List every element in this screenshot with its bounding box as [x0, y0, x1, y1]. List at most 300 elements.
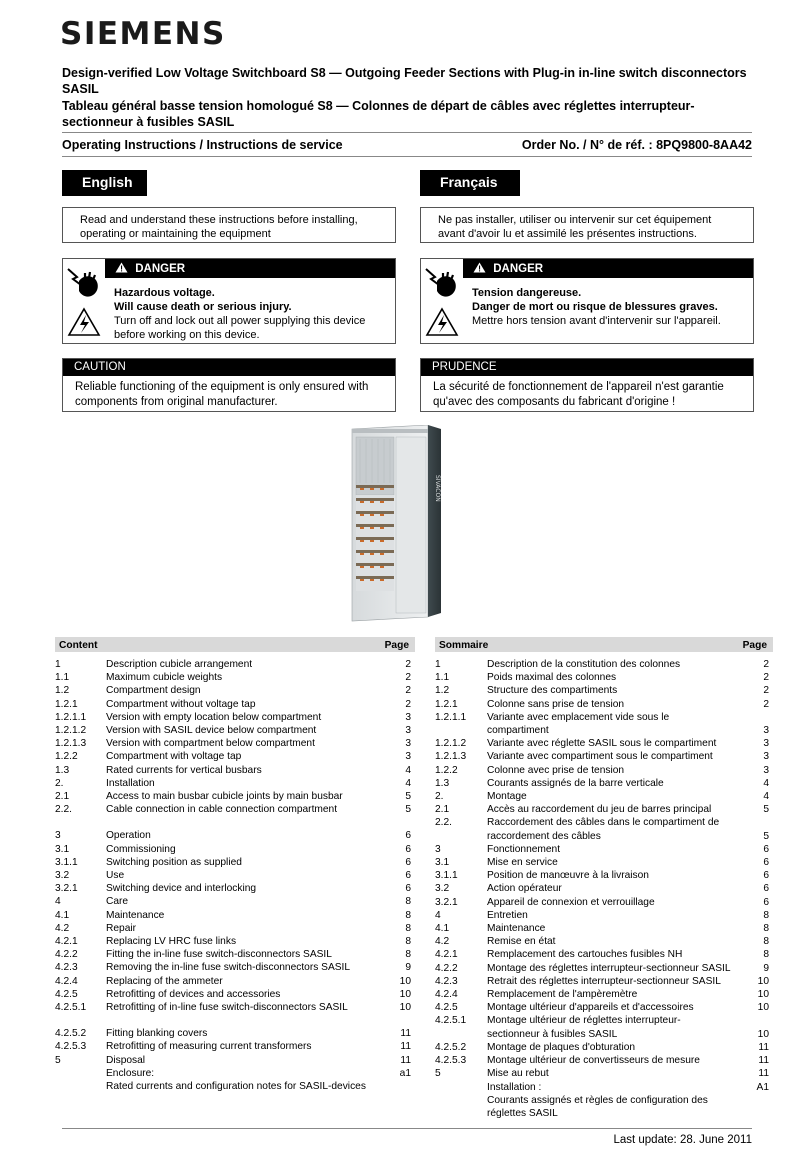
toc-entry-page: 11: [400, 1028, 411, 1040]
toc-entry-page: 3: [763, 764, 769, 776]
toc-entry-page: 6: [763, 896, 769, 908]
toc-entry[interactable]: [55, 1067, 415, 1080]
toc-entry[interactable]: [435, 698, 773, 711]
toc-entry-number: 3: [55, 830, 61, 842]
toc-entry-page: A1: [756, 1081, 769, 1093]
toc-entry-page: 3: [763, 751, 769, 763]
last-update: Last update: 28. June 2011: [613, 1134, 752, 1146]
toc-entry-page: 8: [405, 949, 411, 961]
toc-entry-title: Structure des compartiments: [487, 685, 618, 697]
title-english: Design-verified Low Voltage Switchboard S8 — Outgoing Feeder Sections with Plug-in in-line switch disconnectors SASIL: [62, 66, 747, 96]
toc-entry-number: 2.2.: [435, 817, 452, 829]
toc-entry-title: Version with compartment below compartment: [106, 738, 315, 750]
toc-entry[interactable]: [435, 684, 773, 697]
toc-entry-page: 10: [399, 1002, 411, 1014]
toc-entry-number: 4.2.5.3: [435, 1055, 467, 1067]
toc-entry-title: Care: [106, 896, 129, 908]
toc-entry-page: 5: [763, 830, 769, 842]
toc-entry-page: 4: [763, 791, 769, 803]
toc-entry[interactable]: [435, 1014, 773, 1040]
toc-entry-number: 4.2.4: [55, 975, 78, 987]
toc-entry[interactable]: [435, 711, 773, 737]
toc-entry-page: 4: [763, 777, 769, 789]
toc-entry-number: 1: [55, 659, 61, 670]
toc-entry-number: 3.2: [55, 870, 70, 882]
toc-entry-number: 1.2: [55, 685, 70, 697]
toc-entry-title: Appareil de connexion et verrouillage: [487, 896, 655, 908]
toc-gap: [55, 1014, 415, 1027]
toc-entry-number: 4.2.5.1: [435, 1015, 467, 1027]
toc-entry[interactable]: [55, 856, 415, 869]
order-number: Order No. / N° de réf. : 8PQ9800-8AA42: [521, 138, 752, 152]
toc-entry-title: Retrofitting of in-line fuse switch-disconnectors SASIL: [106, 1002, 348, 1014]
toc-entry[interactable]: [435, 909, 773, 922]
toc-entry-title: Switching device and interlocking: [106, 883, 257, 895]
toc-entry-title: Colonne sans prise de tension: [487, 698, 625, 710]
siemens-logo: SIEMENS: [60, 16, 226, 52]
danger-label: DANGER: [135, 263, 186, 275]
toc-entry-page: 6: [405, 830, 411, 842]
danger-header: [463, 259, 753, 278]
toc-header: [435, 637, 773, 652]
toc-entry-page: 3: [405, 751, 411, 763]
toc-entry-title: Replacing LV HRC fuse links: [106, 936, 237, 948]
toc-entry-title: Remplacement de l'ampèremètre: [487, 989, 638, 1001]
toc-entry-title: Version with SASIL device below compartment: [106, 725, 317, 737]
toc-entry-number: 1.3: [435, 777, 450, 789]
caution-label: PRUDENCE: [421, 359, 753, 376]
toc-entry-number: 4.2.2: [55, 949, 78, 961]
warning-triangle-icon: [473, 262, 486, 273]
toc-entry[interactable]: [435, 750, 773, 763]
toc-entry-number: 1.2.1.1: [55, 711, 87, 723]
toc-entry-number: 2.1: [435, 804, 450, 816]
read-instructions-fr: [420, 207, 754, 243]
toc-entry-number: 1.2.2: [435, 764, 458, 776]
toc-entry-title: Position de manœuvre à la livraison: [487, 870, 649, 882]
toc-entry[interactable]: [55, 698, 415, 711]
toc-entry-page: 10: [757, 1028, 769, 1040]
danger-line-2: Will cause death or serious injury.: [114, 301, 292, 313]
toc-entry-page: 6: [763, 883, 769, 895]
toc-entry[interactable]: [55, 777, 415, 790]
toc-entry-number: 1.2.2: [55, 751, 78, 763]
toc-entry[interactable]: [435, 658, 773, 671]
toc-entry-title: Poids maximal des colonnes: [487, 672, 617, 684]
toc-entry-page: 4: [405, 777, 411, 789]
danger-line-1: Hazardous voltage.: [114, 287, 215, 299]
toc-entry-title: Use: [106, 870, 125, 882]
toc-entry-page: 2: [405, 659, 411, 670]
high-voltage-warning-icon: [67, 307, 101, 337]
toc-entry-title: Compartment design: [106, 685, 201, 697]
toc-entry-number: 1.2.1.3: [435, 751, 467, 763]
toc-entry-number: 4.2.1: [55, 936, 78, 948]
toc-entry-title: Cable connection in cable connection compartment: [106, 804, 338, 816]
toc-entry-number: 4: [55, 896, 61, 908]
toc-entry[interactable]: [55, 829, 415, 842]
toc-entry-page: 6: [763, 843, 769, 855]
toc-entry-page: 2: [763, 672, 769, 684]
toc-entry[interactable]: [435, 988, 773, 1001]
toc-entry-title: Colonne avec prise de tension: [487, 764, 625, 776]
toc-entry-page: 6: [405, 870, 411, 882]
toc-entry[interactable]: [435, 896, 773, 909]
danger-line-3: Mettre hors tension avant d'intervenir sur l'appareil.: [472, 315, 721, 327]
toc-entry-title: Accès au raccordement du jeu de barres principal: [487, 804, 712, 816]
toc-entry-page: 6: [405, 856, 411, 868]
toc-entry-number: 3.1.1: [55, 856, 78, 868]
toc-entry-title: Remplacement des cartouches fusibles NH: [487, 949, 683, 961]
toc-entry-number: 3: [435, 843, 441, 855]
toc-entry-number: 4.2.5: [55, 988, 78, 1000]
toc-entry[interactable]: [435, 764, 773, 777]
toc-entry-page: 3: [405, 738, 411, 750]
caution-label: CAUTION: [63, 359, 395, 376]
toc-entry-number: 2.: [435, 791, 444, 803]
toc-rows: [55, 658, 415, 1093]
caution-box-en: [62, 358, 396, 412]
toc-entry[interactable]: [55, 843, 415, 856]
toc-entry-page: 2: [763, 685, 769, 697]
toc-entry-title: Retrofitting of measuring current transformers: [106, 1041, 312, 1053]
toc-entry[interactable]: [435, 856, 773, 869]
title-french: Tableau général basse tension homologué S8 — Colonnes de départ de câbles avec réglettes interrupteur-sectionneur à fusibles SASIL: [62, 99, 695, 129]
toc-entry-number: 4.2.5.1: [55, 1002, 87, 1014]
toc-entry-page: 2: [405, 685, 411, 697]
toc-entry-title: Montage de plaques d'obturation: [487, 1041, 636, 1053]
toc-entry[interactable]: [435, 1001, 773, 1014]
subtitle: Operating Instructions / Instructions de service: [62, 138, 343, 152]
danger-line-3: Turn off and lock out all power supplying this device before working on this device.: [114, 315, 366, 341]
switchboard-cabinet-image: [348, 425, 443, 622]
toc-entry[interactable]: [55, 909, 415, 922]
toc-entry-title: Retrofitting of devices and accessories: [106, 988, 281, 1000]
toc-entry[interactable]: [55, 922, 415, 935]
toc-entry-number: 4.2.5.2: [435, 1041, 467, 1053]
toc-entry[interactable]: [55, 750, 415, 763]
toc-entry-number: 4.1: [55, 909, 70, 921]
toc-entry[interactable]: [55, 724, 415, 737]
hazard-icons: [421, 259, 463, 343]
toc-entry-title: Fitting the in-line fuse switch-disconnectors SASIL: [106, 949, 332, 961]
toc-entry[interactable]: [435, 869, 773, 882]
toc-entry-title: Replacing of the ammeter: [106, 975, 223, 987]
caution-text: La sécurité de fonctionnement de l'appareil n'est garantie qu'avec des composants du fabricant d'origine !: [433, 381, 724, 408]
toc-entry[interactable]: [435, 935, 773, 948]
toc-entry[interactable]: [55, 935, 415, 948]
toc-entry-title: Courants assignés de la barre verticale: [487, 777, 664, 789]
toc-entry[interactable]: [435, 1081, 773, 1094]
danger-header: [105, 259, 395, 278]
toc-entry[interactable]: [55, 658, 415, 671]
toc-entry[interactable]: [55, 1001, 415, 1014]
toc-entry-number: 4.2.1: [435, 949, 458, 961]
toc-entry[interactable]: [435, 1041, 773, 1054]
toc-entry-title: Version with empty location below compartment: [106, 711, 322, 723]
cabinet-brand-label: SIVACON: [434, 475, 441, 502]
toc-entry-number: 5: [435, 1068, 441, 1080]
toc-entry-number: 4.2: [55, 922, 70, 934]
toc-entry-number: 3.1.1: [435, 870, 458, 882]
toc-entry[interactable]: [55, 961, 415, 974]
table-of-contents-en: [55, 637, 415, 1093]
caution-text: Reliable functioning of the equipment is only ensured with components from original manufacturer.: [75, 381, 369, 408]
toc-entry-number: 1: [435, 659, 441, 670]
toc-entry-page: 3: [405, 711, 411, 723]
read-line: Read and understand these instructions before installing,: [80, 214, 358, 226]
caution-box-fr: [420, 358, 754, 412]
toc-entry-page: 10: [757, 989, 769, 1001]
toc-entry[interactable]: [435, 1067, 773, 1080]
toc-entry-page: 2: [763, 698, 769, 710]
toc-entry-page: 11: [758, 1055, 769, 1067]
toc-entry-title: Rated currents and configuration notes for SASIL-devices: [106, 1081, 366, 1093]
toc-entry-number: 4.2.4: [435, 989, 458, 1001]
toc-entry-page: 6: [763, 857, 769, 869]
toc-entry-title: Maintenance: [487, 923, 546, 935]
toc-entry[interactable]: [435, 777, 773, 790]
toc-entry-page: 8: [763, 936, 769, 948]
toc-entry-page: 10: [399, 975, 411, 987]
toc-entry-number: 5: [55, 1054, 61, 1066]
toc-entry[interactable]: [55, 737, 415, 750]
toc-entry-page: 11: [400, 1041, 411, 1053]
toc-entry-number: 3.2: [435, 883, 450, 895]
toc-entry-page: 3: [763, 738, 769, 750]
toc-entry-number: 1.2.1: [55, 698, 78, 710]
toc-gap: [55, 816, 415, 829]
toc-entry[interactable]: [435, 803, 773, 816]
toc-entry-page: 9: [763, 962, 769, 974]
toc-entry-number: 1.2.1.3: [55, 738, 87, 750]
danger-box-fr: [420, 258, 754, 344]
toc-entry-title: Installation: [106, 777, 155, 789]
read-line: avant d'avoir lu et assimilé les présentes instructions.: [438, 228, 697, 240]
toc-entry-title: Enclosure:: [106, 1067, 155, 1079]
toc-entry-page: 3: [405, 725, 411, 737]
toc-entry-number: 1.1: [435, 672, 450, 684]
toc-entry-title: Action opérateur: [487, 883, 562, 895]
toc-entry-title: Removing the in-line fuse switch-disconnectors SASIL: [106, 962, 351, 974]
toc-entry[interactable]: [55, 671, 415, 684]
toc-entry[interactable]: [55, 1027, 415, 1040]
toc-rows: [435, 658, 773, 1120]
toc-entry[interactable]: [55, 764, 415, 777]
toc-header: [55, 637, 415, 652]
toc-entry-number: 4.2.5: [435, 1002, 458, 1014]
toc-entry-title: Access to main busbar cubicle joints by main busbar: [106, 791, 343, 803]
toc-title: Sommaire: [439, 640, 489, 651]
toc-entry-page: 8: [405, 909, 411, 921]
toc-entry-number: 1.2.1.2: [435, 738, 467, 750]
toc-entry-title: Variante avec compartiment sous le compartiment: [487, 751, 713, 763]
toc-entry[interactable]: [435, 816, 773, 842]
toc-entry[interactable]: [435, 882, 773, 895]
toc-entry-title: Variante avec réglette SASIL sous le compartiment: [487, 738, 717, 750]
toc-entry[interactable]: [435, 962, 773, 975]
toc-entry-title: Mise en service: [487, 857, 558, 869]
toc-entry-number: 4.2.5.2: [55, 1028, 87, 1040]
toc-entry[interactable]: [55, 803, 415, 816]
toc-entry-title: Raccordement des câbles dans le compartiment de raccordement des câbles: [487, 817, 720, 842]
toc-entry-title: Mise au rebut: [487, 1068, 549, 1080]
danger-line-1: Tension dangereuse.: [472, 287, 582, 299]
lang-english-label: English: [62, 170, 147, 196]
toc-entry-page: 5: [405, 791, 411, 803]
toc-entry-title: Montage ultérieur de réglettes interrupteur-sectionneur à fusibles SASIL: [487, 1015, 681, 1040]
toc-entry-page: 11: [758, 1041, 769, 1053]
toc-entry-number: 4.2.2: [435, 962, 458, 974]
toc-title: Content: [59, 640, 98, 651]
toc-entry[interactable]: [55, 948, 415, 961]
toc-entry[interactable]: [55, 869, 415, 882]
danger-box-en: [62, 258, 396, 344]
toc-entry-page: 8: [763, 949, 769, 961]
toc-entry[interactable]: [435, 948, 773, 961]
toc-entry-number: 4.2.3: [435, 975, 458, 987]
toc-entry-number: 4.2.3: [55, 962, 78, 974]
toc-entry-title: Montage: [487, 791, 527, 803]
toc-entry[interactable]: [55, 790, 415, 803]
toc-entry[interactable]: [435, 1094, 773, 1120]
danger-label: DANGER: [493, 263, 544, 275]
toc-entry-page: 6: [405, 843, 411, 855]
document-title: [62, 65, 752, 130]
toc-entry-title: Maximum cubicle weights: [106, 672, 223, 684]
toc-entry-title: Commissioning: [106, 843, 176, 855]
toc-entry-title: Entretien: [487, 909, 528, 921]
electric-shock-hand-icon: [423, 265, 461, 301]
toc-entry[interactable]: [55, 988, 415, 1001]
toc-entry-number: 2.2.: [55, 804, 72, 816]
toc-entry-page: 5: [405, 804, 411, 816]
toc-entry-title: Operation: [106, 830, 151, 842]
toc-entry-title: Description cubicle arrangement: [106, 659, 253, 670]
toc-entry[interactable]: [435, 922, 773, 935]
electric-shock-hand-icon: [65, 265, 103, 301]
toc-entry-title: Compartment with voltage tap: [106, 751, 242, 763]
toc-entry-title: Maintenance: [106, 909, 165, 921]
toc-entry-page: 5: [763, 804, 769, 816]
toc-entry-title: Montage ultérieur de convertisseurs de mesure: [487, 1055, 700, 1067]
toc-entry[interactable]: [55, 895, 415, 908]
toc-entry-page: 3: [763, 725, 769, 737]
toc-entry-number: 1.2: [435, 685, 450, 697]
toc-entry-page: 8: [405, 896, 411, 908]
toc-page-header: Page: [742, 640, 767, 651]
toc-entry-number: 3.2.1: [435, 896, 458, 908]
toc-entry-number: 3.2.1: [55, 883, 78, 895]
toc-page-header: Page: [384, 640, 409, 651]
footer-divider: [62, 1128, 752, 1129]
table-of-contents-fr: [435, 637, 773, 1120]
toc-entry-page: 11: [400, 1054, 411, 1066]
subtitle-row: [62, 138, 752, 152]
toc-entry-number: 4.2.5.3: [55, 1041, 87, 1053]
toc-entry-page: 6: [405, 883, 411, 895]
hazard-icons: [63, 259, 105, 343]
toc-entry[interactable]: [55, 882, 415, 895]
read-line: operating or maintaining the equipment: [80, 228, 271, 240]
toc-entry-title: Compartment without voltage tap: [106, 698, 256, 710]
lang-french-label: Français: [420, 170, 520, 196]
toc-entry[interactable]: [435, 737, 773, 750]
read-instructions-en: [62, 207, 396, 243]
toc-entry-title: Rated currents for vertical busbars: [106, 764, 262, 776]
toc-entry[interactable]: [435, 843, 773, 856]
toc-entry-page: 8: [405, 922, 411, 934]
warning-triangle-icon: [115, 262, 128, 273]
toc-entry-number: 4.1: [435, 923, 450, 935]
toc-entry-number: 4.2: [435, 936, 450, 948]
toc-entry-number: 1.3: [55, 764, 70, 776]
toc-entry-title: Montage des réglettes interrupteur-sectionneur SASIL: [487, 962, 731, 974]
divider: [62, 156, 752, 157]
toc-entry-page: 8: [763, 923, 769, 935]
toc-entry[interactable]: [435, 975, 773, 988]
toc-entry-page: 2: [763, 659, 769, 670]
toc-entry-title: Fonctionnement: [487, 843, 561, 855]
toc-entry[interactable]: [55, 1040, 415, 1053]
divider: [62, 132, 752, 133]
toc-entry[interactable]: [435, 790, 773, 803]
toc-entry-title: Retrait des réglettes interrupteur-sectionneur SASIL: [487, 975, 721, 987]
toc-entry-page: a1: [399, 1067, 411, 1079]
toc-entry-number: 1.1: [55, 672, 70, 684]
toc-entry[interactable]: [55, 684, 415, 697]
toc-entry-page: 8: [405, 936, 411, 948]
toc-entry-number: 2.1: [55, 791, 70, 803]
toc-entry[interactable]: [55, 975, 415, 988]
toc-entry[interactable]: [55, 1054, 415, 1067]
toc-entry-page: 4: [405, 764, 411, 776]
toc-entry-page: 2: [405, 698, 411, 710]
toc-entry-title: Fitting blanking covers: [106, 1028, 208, 1040]
toc-entry-number: 1.2.1.2: [55, 725, 87, 737]
toc-entry-number: 3.1: [435, 857, 450, 869]
toc-entry[interactable]: [435, 1054, 773, 1067]
toc-entry[interactable]: [435, 671, 773, 684]
high-voltage-warning-icon: [425, 307, 459, 337]
toc-entry-page: 11: [758, 1068, 769, 1080]
toc-entry-number: 4: [435, 909, 441, 921]
toc-entry-title: Installation :: [487, 1081, 542, 1093]
toc-entry-page: 8: [763, 909, 769, 921]
toc-entry-title: Description de la constitution des colonnes: [487, 659, 681, 670]
toc-entry-number: 3.1: [55, 843, 70, 855]
toc-entry-number: 1.2.1: [435, 698, 458, 710]
toc-entry-page: 9: [405, 962, 411, 974]
toc-entry-number: 1.2.1.1: [435, 711, 467, 723]
read-line: Ne pas installer, utiliser ou intervenir sur cet équipement: [438, 214, 712, 226]
toc-entry[interactable]: [55, 711, 415, 724]
danger-line-2: Danger de mort ou risque de blessures graves.: [472, 301, 718, 313]
toc-entry-title: Disposal: [106, 1054, 146, 1066]
toc-entry-title: Remise en état: [487, 936, 556, 948]
toc-entry-title: Repair: [106, 922, 137, 934]
toc-entry-page: 6: [763, 870, 769, 882]
toc-entry-title: Switching position as supplied: [106, 856, 242, 868]
toc-entry-title: Montage ultérieur d'appareils et d'accessoires: [487, 1002, 694, 1014]
toc-entry-page: 10: [757, 975, 769, 987]
toc-entry-title: Variante avec emplacement vide sous le compartiment: [487, 711, 670, 737]
toc-entry[interactable]: [55, 1080, 415, 1093]
toc-entry-page: 10: [757, 1002, 769, 1014]
toc-entry-page: 2: [405, 672, 411, 684]
toc-entry-page: 10: [399, 988, 411, 1000]
toc-entry-title: Courants assignés et règles de configuration des réglettes SASIL: [487, 1094, 708, 1119]
